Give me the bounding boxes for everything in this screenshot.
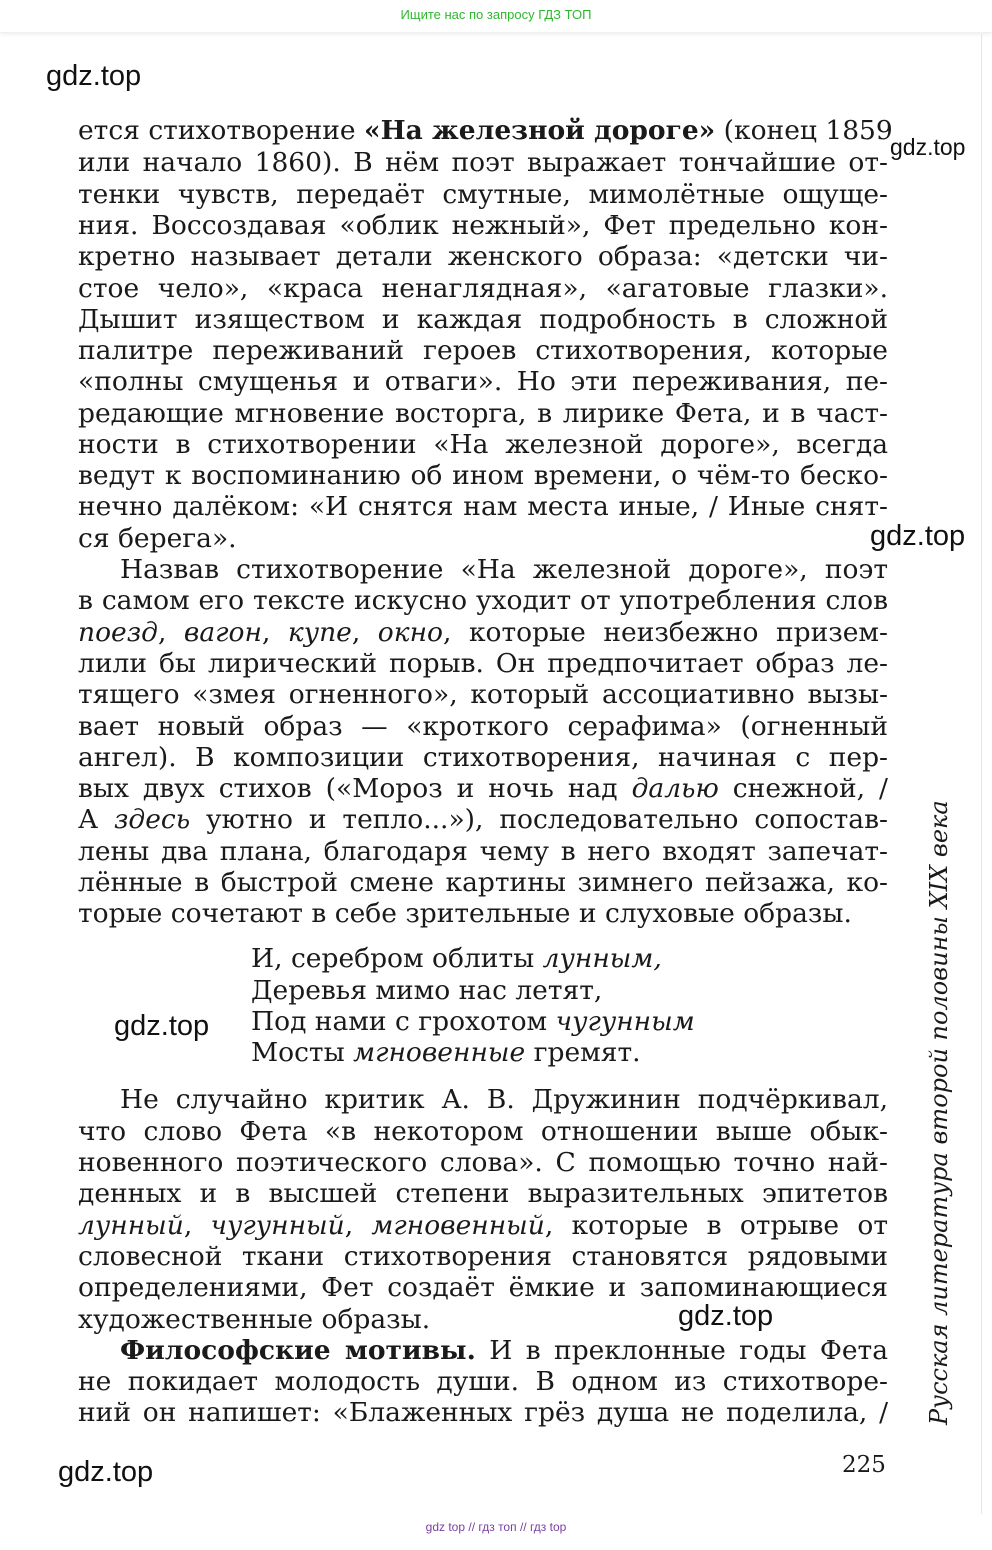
text-line: лённые в быстрой смене картины зимнего пейзажа, ко-	[78, 867, 888, 898]
poem-line: Деревья мимо нас летят,	[251, 975, 603, 1006]
top-banner[interactable]: Ищите нас по запросу ГДЗ ТОП	[0, 0, 992, 33]
text-line: или начало 1860). В нём поэт выражает тончайшие от-	[78, 147, 888, 178]
text-line: ангел). В композиции стихотворения, начиная с пер-	[78, 742, 888, 773]
poem-line: И, серебром облиты лунным,	[251, 943, 662, 974]
footer-links	[0, 1520, 992, 1534]
text-line: стое чело», «краса ненаглядная», «агатовые глазки».	[78, 273, 888, 304]
watermark: gdz.top	[678, 1300, 774, 1332]
footer-link[interactable]: гдз top	[529, 1520, 567, 1534]
footer-separator: //	[519, 1520, 527, 1534]
text-line: лены два плана, благодаря чему в него входят запечат-	[78, 836, 888, 867]
text-line: лунный, чугунный, мгновенный, которые в отрыве от	[78, 1210, 888, 1241]
text-line: денных и в высшей степени выразительных эпитетов	[78, 1178, 888, 1209]
text-line: в самом его тексте искусно уходит от употребления слов	[78, 585, 888, 616]
page-number: 225	[842, 1452, 886, 1478]
text-line: Назвав стихотворение «На железной дороге», поэт	[120, 554, 888, 585]
text-line: кретно называет детали женского образа: «детски чи-	[78, 241, 888, 272]
text-line: ся берега».	[78, 523, 237, 554]
watermark: gdz.top	[46, 60, 142, 92]
text-line: А здесь уютно и тепло...»), последовательно сопостав-	[78, 804, 888, 835]
text-line: ния. Воссоздавая «облик нежный», Фет предельно кон-	[78, 210, 888, 241]
watermark: gdz.top	[890, 134, 966, 160]
text-line: художественные образы.	[78, 1304, 431, 1335]
text-line: тящего «змея огненного», который ассоциативно вызы-	[78, 679, 888, 710]
poem-line: Под нами с грохотом чугунным	[251, 1006, 695, 1037]
poem-line: Мосты мгновенные гремят.	[251, 1037, 641, 1068]
watermark: gdz.top	[58, 1456, 154, 1488]
footer-link[interactable]: gdz top	[425, 1520, 466, 1534]
side-running-title: Русская литература второй половины XIX века	[925, 800, 953, 1425]
text-line: ний он напишет: «Блаженных грёз душа не поделила, /	[78, 1397, 888, 1428]
watermark: gdz.top	[114, 1010, 210, 1042]
text-line: палитре переживаний героев стихотворения, которые	[78, 335, 888, 366]
text-line: Дышит изяществом и каждая подробность в сложной	[78, 304, 888, 335]
text-line: Философские мотивы. И в преклонные годы Фета	[120, 1335, 888, 1366]
text-line: словесной ткани стихотворения становятся рядовыми	[78, 1241, 888, 1272]
text-line: ется стихотворение «На железной дороге» (конец 1859	[78, 115, 893, 146]
text-line: лили бы лирический порыв. Он предпочитает образ ле-	[78, 648, 888, 679]
footer-separator: //	[468, 1520, 476, 1534]
work-title-bold: «На железной дороге»	[364, 115, 716, 146]
text-line: редающие мгновение восторга, в лирике Фета, и в част-	[78, 398, 888, 429]
text-line: определениями, Фет создаёт ёмкие и запоминающиеся	[78, 1272, 888, 1303]
watermark: gdz.top	[870, 520, 966, 552]
text-line: что слово Фета «в некотором отношении выше обык-	[78, 1116, 888, 1147]
text-line: торые сочетают в себе зрительные и слуховые образы.	[78, 898, 852, 929]
text-line: ведут к воспоминанию об ином времени, о чём-то беско-	[78, 460, 888, 491]
text-line: вает новый образ — «кроткого серафима» (огненный	[78, 711, 888, 742]
text-line: Не случайно критик А. В. Дружинин подчёркивал,	[120, 1084, 888, 1115]
text-line: вых двух стихов («Мороз и ночь над далью снежной, /	[78, 773, 888, 804]
text-line: поезд, вагон, купе, окно, которые неизбежно призем-	[78, 617, 888, 648]
page-edge-divider	[981, 34, 982, 1514]
text-line: не покидает молодость души. В одном из стихотворе-	[78, 1366, 888, 1397]
footer-link[interactable]: гдз топ	[478, 1520, 517, 1534]
text-line: нечно далёком: «И снятся нам места иные, / Иные снят-	[78, 491, 888, 522]
text-line: тенки чувств, передаёт смутные, мимолётные ощуще-	[78, 179, 888, 210]
text-line: «полны смущенья и отваги». Но эти переживания, пе-	[78, 366, 888, 397]
text-line: ности в стихотворении «На железной дороге», всегда	[78, 429, 888, 460]
text-line: новенного поэтического слова». С помощью точно най-	[78, 1147, 888, 1178]
section-heading-bold: Философские мотивы.	[120, 1335, 476, 1366]
